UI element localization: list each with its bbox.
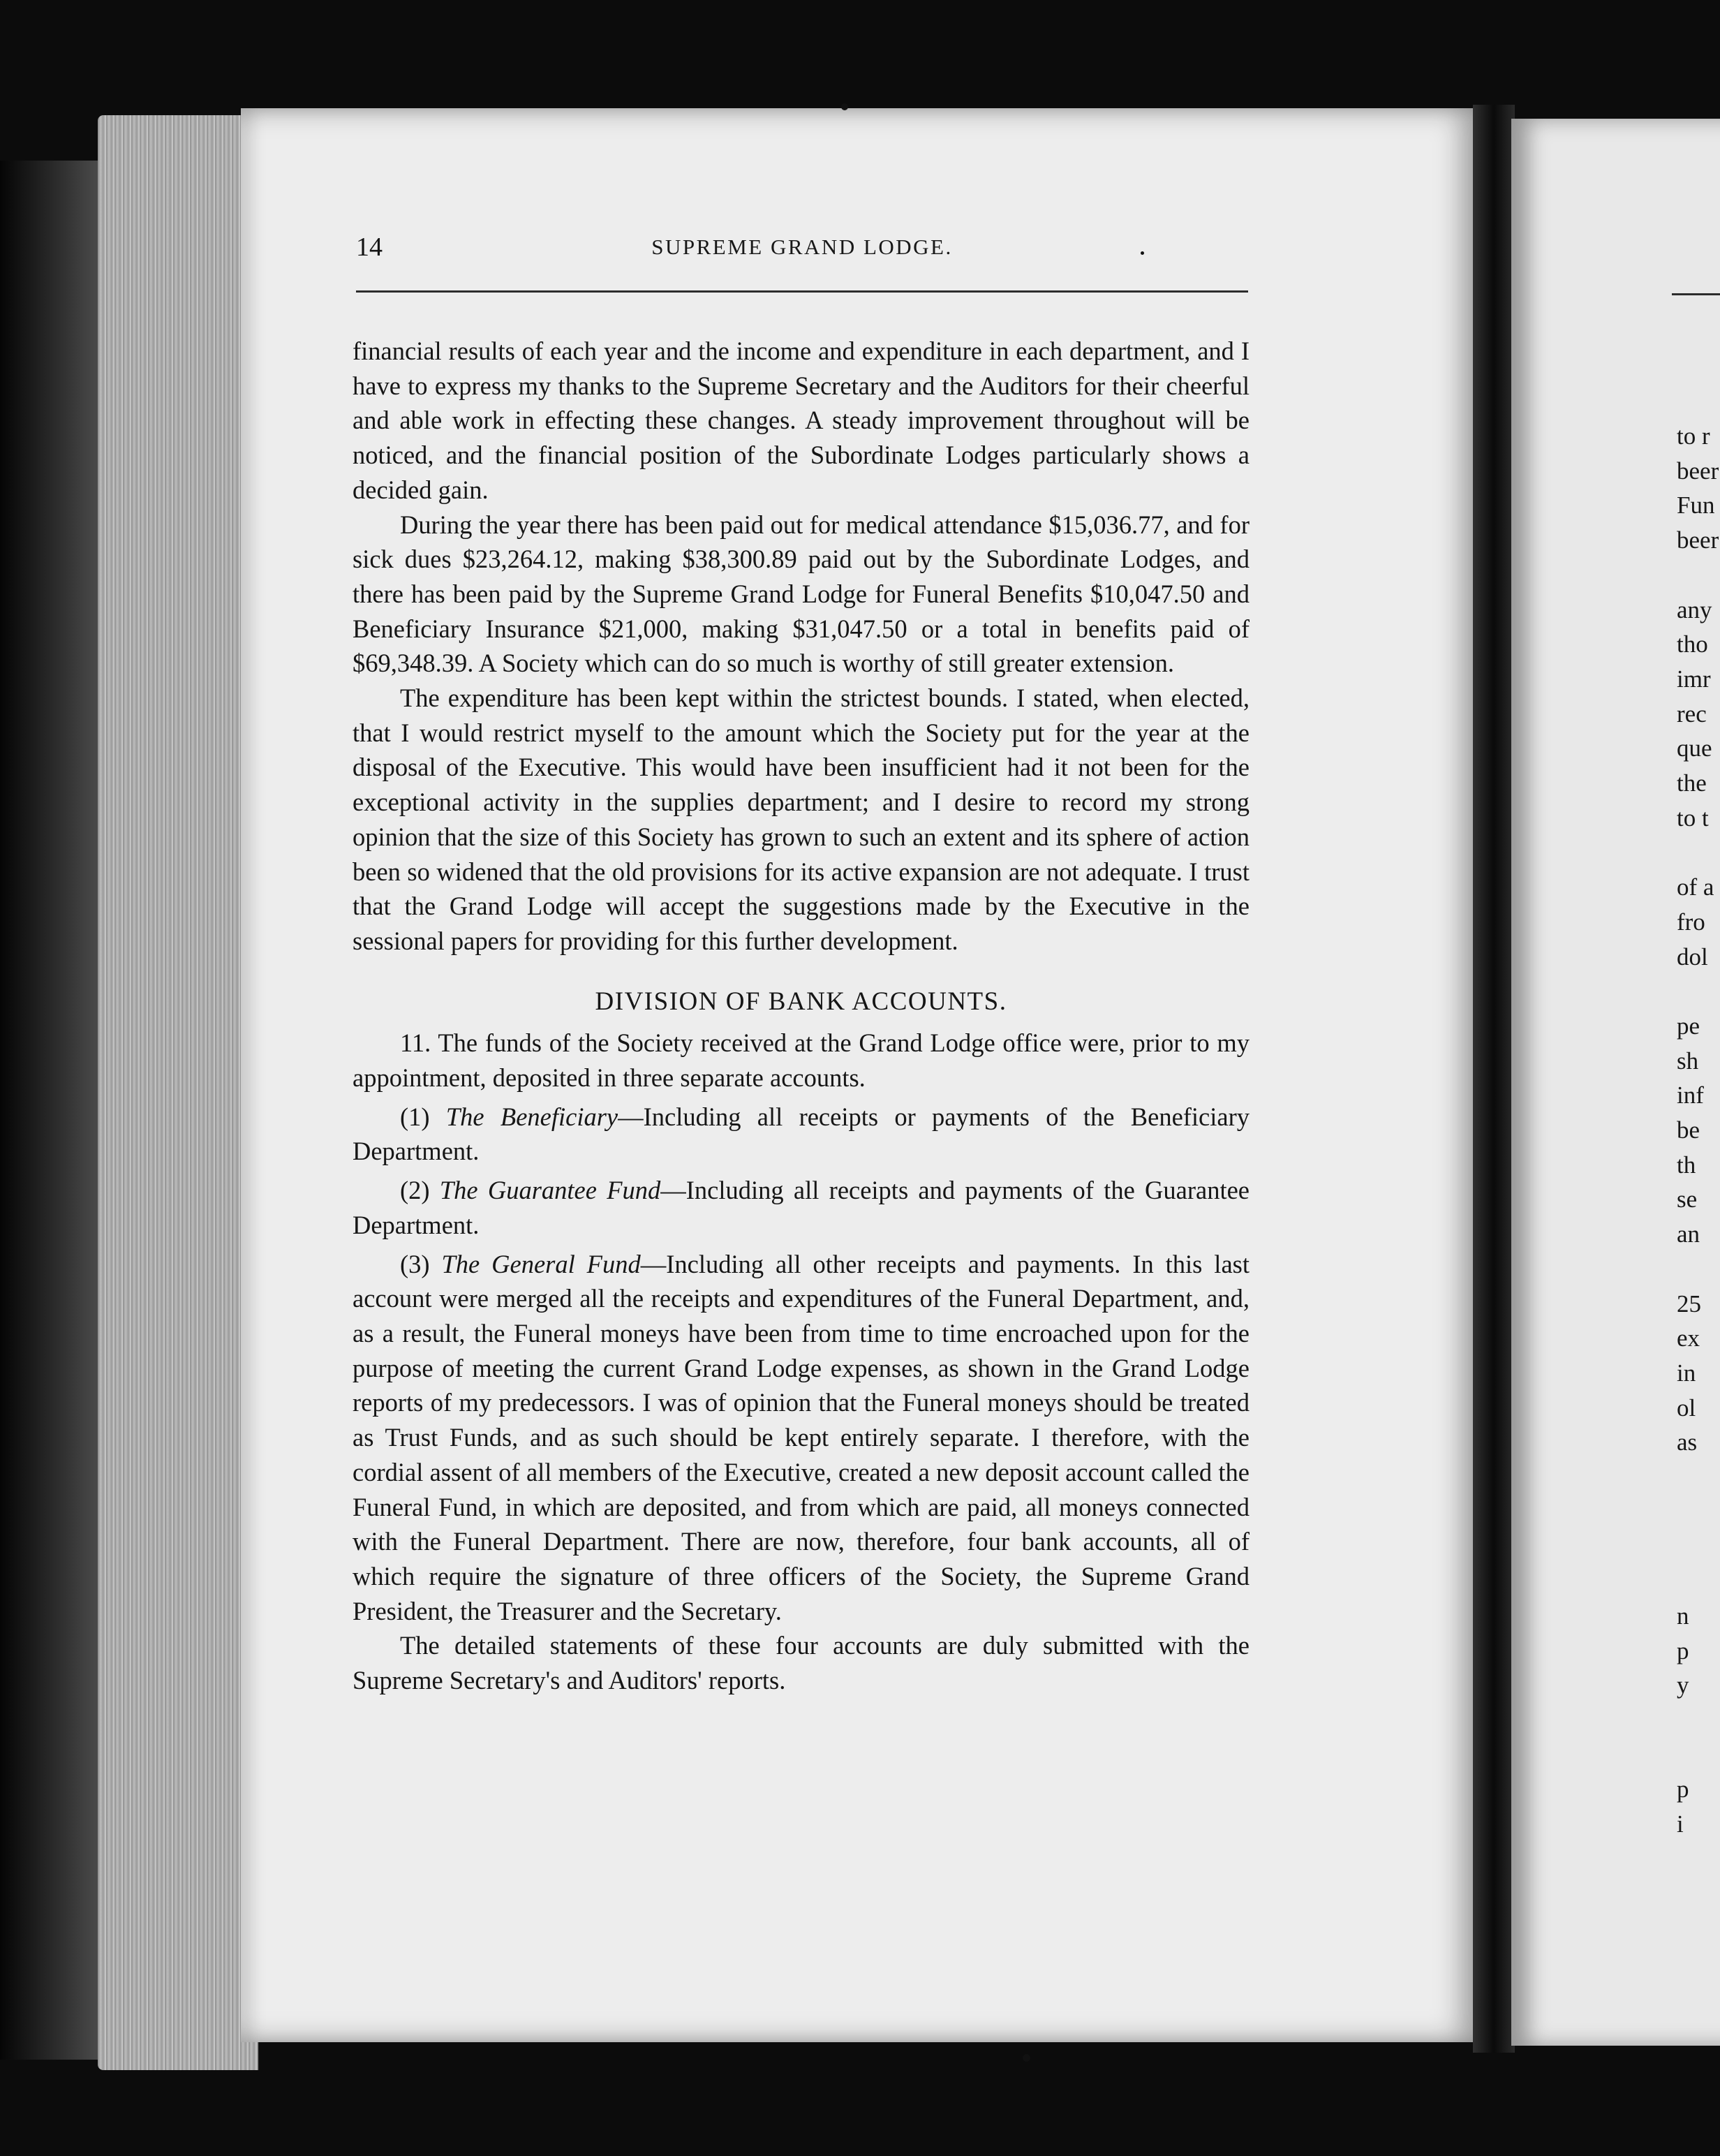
facing-line: of a <box>1677 873 1714 901</box>
facing-line: sh <box>1677 1047 1699 1075</box>
facing-line: any <box>1677 596 1712 623</box>
facing-line: as <box>1677 1428 1698 1456</box>
item-name: The Guarantee Fund <box>439 1176 661 1205</box>
facing-line: dol <box>1677 943 1708 970</box>
facing-line <box>1677 835 1719 870</box>
facing-line: Fun <box>1677 492 1715 519</box>
section-heading: DIVISION OF BANK ACCOUNTS. <box>595 987 1007 1016</box>
page-number: 14 <box>356 232 383 262</box>
facing-line: to r <box>1677 422 1710 450</box>
facing-line: ex <box>1677 1324 1700 1352</box>
facing-line: p <box>1677 1775 1689 1803</box>
paragraph: The expenditure has been kept within the strictest bounds. I stated, when elected, that I would restrict myself to the amount which the Society put for the year at the disposal of the Executive. This would have been insufficient had it not been for the exceptional activity in the supplies department; and I desire to record my strong opinion that the size of this Society has grown to such an extent and its sphere of action been so widened that the old provisions for its active expansion are not adequate. I trust that the Grand Lodge will accept the suggestions made by the Executive in the sessional papers for providing for this further development. <box>353 684 1250 955</box>
facing-line: que <box>1677 734 1712 762</box>
paragraph: During the year there has been paid out for medical attendance $15,036.77, and for sick dues $23,264.12, making $38,300.89 paid out by the Subordinate Lodges, and there has been paid by the Supreme Grand Lodge for Funeral Benefits $10,047.50 and Beneficiary Insurance $21,000, making $31,047.50 or a total in benefits paid of $69,348.39. A Society which can do so much is worthy of still greater extension. <box>353 510 1250 678</box>
facing-line <box>1677 1738 1719 1773</box>
page-edges <box>98 115 258 2070</box>
item-name: The General Fund <box>441 1249 641 1278</box>
facing-line <box>1677 1564 1719 1599</box>
running-title: SUPREME GRAND LODGE. <box>651 235 953 259</box>
facing-line: ol <box>1677 1394 1696 1422</box>
body-text <box>353 334 1250 1698</box>
account-item <box>353 1100 1250 1169</box>
item-number: (3) <box>400 1249 430 1278</box>
facing-line: se <box>1677 1186 1698 1213</box>
facing-line <box>1677 974 1719 1009</box>
facing-header-rule <box>1672 293 1720 295</box>
section-intro: 11. The funds of the Society received at the Grand Lodge office were, prior to my appointment, deposited in three separate accounts. <box>353 1028 1250 1093</box>
facing-line <box>1677 1530 1719 1565</box>
paragraph: financial results of each year and the income and expenditure in each department, and I have to express my thanks to the Supreme Secretary and the Auditors for their cheerful and able work in effecting these changes. A steady improvement throughout will be noticed, and the financial position of the Subordinate Lodges particularly shows a decided gain. <box>353 337 1250 504</box>
facing-line: th <box>1677 1151 1696 1179</box>
dust-speck <box>1023 2054 1030 2062</box>
account-item <box>353 1173 1250 1242</box>
facing-line: imr <box>1677 665 1711 693</box>
facing-line: be <box>1677 1116 1700 1144</box>
facing-line <box>1677 1460 1719 1495</box>
facing-line: fro <box>1677 908 1705 936</box>
book-gutter <box>1473 105 1515 2053</box>
facing-line: 25 <box>1677 1290 1701 1317</box>
facing-page-text <box>1677 419 1719 1842</box>
dust-speck <box>1141 251 1144 255</box>
item-text: —Including all receipts and payments of the Guarantee Department. <box>353 1176 1250 1239</box>
facing-line: tho <box>1677 630 1708 658</box>
facing-line: i <box>1677 1810 1684 1838</box>
facing-line: beer <box>1677 526 1719 554</box>
item-number: (1) <box>400 1102 430 1131</box>
facing-line: y <box>1677 1671 1689 1699</box>
header-rule <box>356 290 1248 293</box>
book-spine <box>0 161 98 2060</box>
facing-line <box>1677 558 1719 593</box>
running-head <box>356 232 1248 274</box>
facing-line <box>1677 1703 1719 1738</box>
facing-line: p <box>1677 1637 1689 1664</box>
facing-line: the <box>1677 769 1707 797</box>
dust-speck <box>841 103 848 110</box>
facing-line <box>1677 1252 1719 1287</box>
facing-line: rec <box>1677 700 1707 728</box>
facing-line: to t <box>1677 804 1709 832</box>
facing-line: an <box>1677 1220 1700 1248</box>
account-item <box>353 1247 1250 1629</box>
item-name: The Beneficiary <box>445 1102 618 1131</box>
item-text: —Including all receipts or payments of the Beneficiary Department. <box>353 1102 1250 1166</box>
item-number: (2) <box>400 1176 430 1205</box>
closing-paragraph: The detailed statements of these four accounts are duly submitted with the Supreme Secretary's and Auditors' reports. <box>353 1631 1250 1695</box>
item-text: —Including all other receipts and payments. In this last account were merged all the receipts and expenditures of the Funeral Department, and, as a result, the Funeral moneys have been from time to time encroached upon for the purpose of meeting the current Grand Lodge expenses, as shown in the Grand Lodge reports of my predecessors. I was of opinion that the Funeral moneys should be treated as Trust Funds, and as such should be kept entirely separate. I therefore, with the cordial assent of all members of the Executive, created a new deposit account called the Funeral Fund, in which are deposited, and from which are paid, all moneys connected with the Funeral Department. There are now, therefore, four bank accounts, all of which require the signature of three officers of the Society, the Supreme Grand President, the Treasurer and the Secretary. <box>353 1249 1250 1625</box>
facing-line: pe <box>1677 1012 1700 1040</box>
facing-line: n <box>1677 1602 1689 1630</box>
facing-line: inf <box>1677 1081 1704 1109</box>
facing-line <box>1677 1495 1719 1530</box>
facing-line: beer <box>1677 457 1719 485</box>
facing-line: in <box>1677 1359 1696 1387</box>
